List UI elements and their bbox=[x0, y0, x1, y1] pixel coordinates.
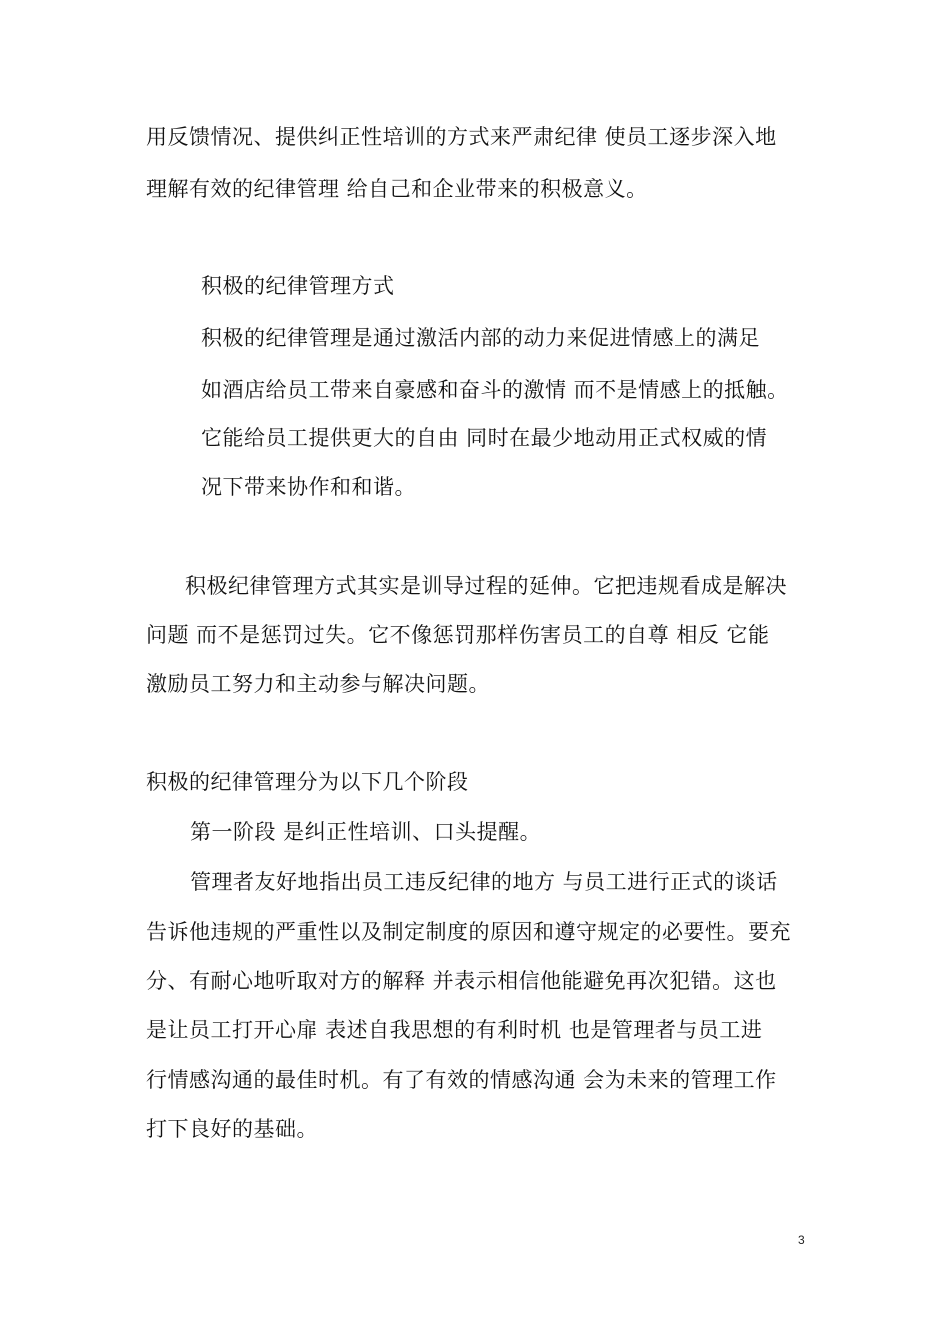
paragraph-3-line-3: 激励员工努力和主动参与解决问题。 bbox=[146, 672, 490, 696]
paragraph-4-line-4: 是让员工打开心扉 表述自我思想的有利时机 也是管理者与员工进 bbox=[146, 1018, 763, 1042]
section-heading-stages: 积极的纪律管理分为以下几个阶段 bbox=[146, 770, 469, 794]
page-number: 3 bbox=[798, 1233, 805, 1247]
paragraph-2-line-4: 况下带来协作和和谐。 bbox=[201, 475, 416, 499]
paragraph-4-line-1: 管理者友好地指出员工违反纪律的地方 与员工进行正式的谈话 bbox=[190, 870, 778, 894]
paragraph-2-line-1: 积极的纪律管理是通过激活内部的动力来促进情感上的满足 bbox=[201, 326, 760, 350]
paragraph-4-line-6: 打下良好的基础。 bbox=[146, 1117, 318, 1141]
paragraph-3-line-2: 问题 而不是惩罚过失。它不像惩罚那样伤害员工的自尊 相反 它能 bbox=[146, 623, 770, 647]
paragraph-2-line-3: 它能给员工提供更大的自由 同时在最少地动用正式权威的情 bbox=[201, 426, 768, 450]
paragraph-2-line-2: 如酒店给员工带来自豪感和奋斗的激情 而不是情感上的抵触。 bbox=[201, 378, 789, 402]
paragraph-3-line-1: 积极纪律管理方式其实是训导过程的延伸。它把违规看成是解决 bbox=[185, 574, 787, 598]
section-heading-positive-discipline: 积极的纪律管理方式 bbox=[201, 274, 395, 298]
paragraph-4-line-2: 告诉他违规的严重性以及制定制度的原因和遵守规定的必要性。要充 bbox=[146, 920, 791, 944]
paragraph-1-line-1: 用反馈情况、提供纠正性培训的方式来严肃纪律 使员工逐步深入地 bbox=[146, 125, 777, 149]
paragraph-4-line-5: 行情感沟通的最佳时机。有了有效的情感沟通 会为未来的管理工作 bbox=[146, 1068, 777, 1092]
paragraph-1-line-2: 理解有效的纪律管理 给自己和企业带来的积极意义。 bbox=[146, 177, 648, 201]
stage-1-title: 第一阶段 是纠正性培训、口头提醒。 bbox=[190, 820, 542, 844]
paragraph-4-line-3: 分、有耐心地听取对方的解释 并表示相信他能避免再次犯错。这也 bbox=[146, 969, 777, 993]
